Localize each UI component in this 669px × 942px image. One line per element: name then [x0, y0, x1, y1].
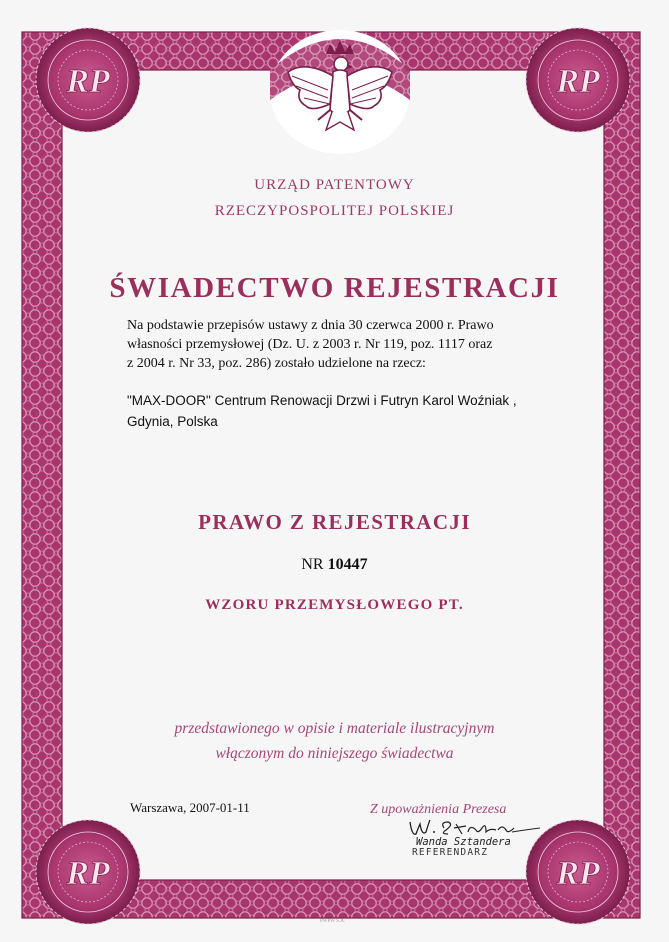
certificate-title: ŚWIADECTWO REJESTRACJI — [109, 272, 560, 304]
svg-text:RP: RP — [556, 855, 600, 892]
signatory-name: Wanda Sztandera — [416, 836, 511, 848]
office-name-line1: URZĄD PATENTOWY — [254, 177, 415, 193]
right-holder — [127, 390, 597, 432]
description-line2: włączonym do niniejszego świadectwa — [215, 745, 454, 762]
svg-text:RP: RP — [556, 63, 600, 100]
print-mark: PWPW S.A. — [320, 919, 346, 924]
right-holder-location: Gdynia, Polska — [127, 414, 218, 429]
signature-authority: Z upoważnienia Prezesa — [370, 802, 507, 817]
right-holder-name: "MAX-DOOR" Centrum Renowacji Drzwi i Futryn Karol Woźniak , — [127, 393, 517, 408]
legal-basis-line: Na podstawie przepisów ustawy z dnia 30 czerwca 2000 r. Prawo — [127, 318, 494, 333]
right-title: PRAWO Z REJESTRACJI — [198, 510, 471, 534]
svg-text:RP: RP — [66, 855, 110, 892]
office-name-line2: RZECZYPOSPOLITEJ POLSKIEJ — [214, 203, 455, 219]
signatory-role: REFERENDARZ — [412, 847, 489, 858]
place-and-date: Warszawa, 2007-01-11 — [130, 800, 250, 815]
description-line1: przedstawionego w opisie i materiale ilustracyjnym — [174, 720, 495, 737]
svg-text:RP: RP — [66, 63, 110, 100]
registration-number-prefix: NR — [301, 556, 324, 573]
legal-basis-line: z 2004 r. Nr 33, poz. 286) zostało udzielone na rzecz: — [127, 356, 426, 371]
legal-basis-text — [127, 316, 557, 373]
legal-basis-line: własności przemysłowej (Dz. U. z 2003 r. Nr 119, poz. 1117 oraz — [127, 337, 493, 352]
registration-number-value: 10447 — [327, 556, 368, 573]
design-line: WZORU PRZEMYSŁOWEGO PT. — [205, 597, 464, 613]
registration-number — [0, 556, 669, 574]
